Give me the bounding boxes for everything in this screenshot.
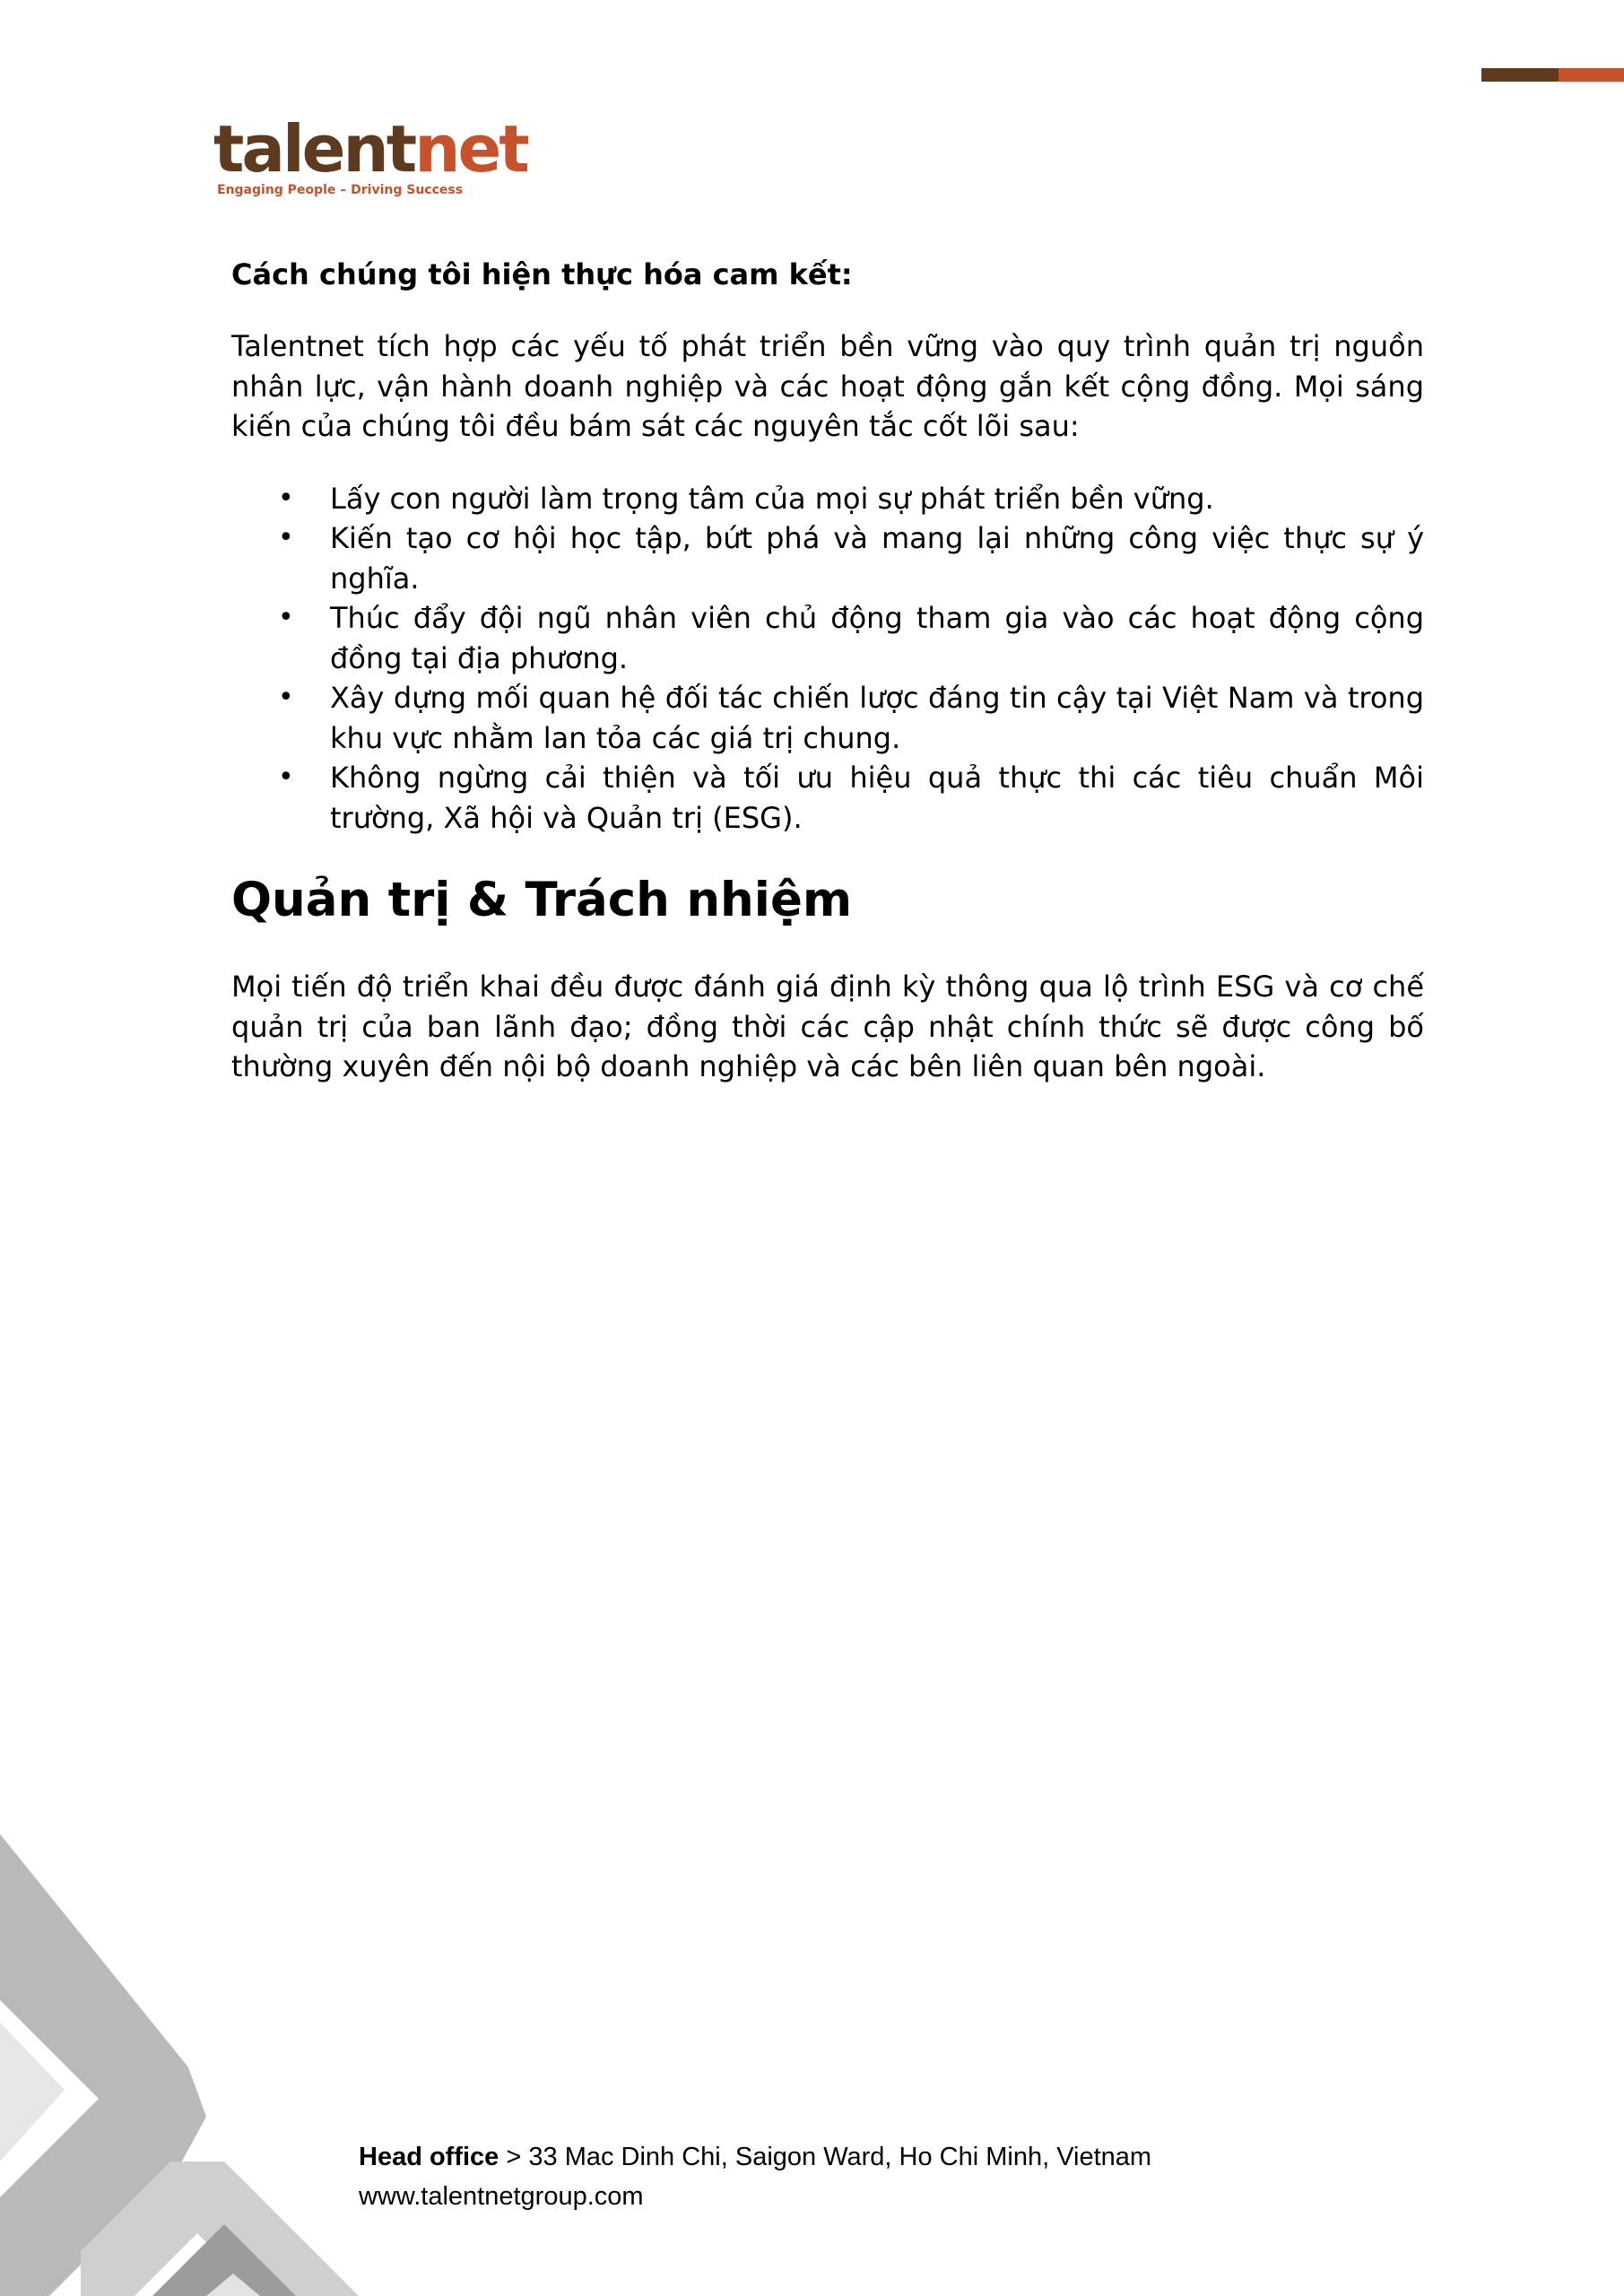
office-address: > 33 Mac Dinh Chi, Saigon Ward, Ho Chi Minh, Vietnam: [499, 2143, 1152, 2171]
bullet-icon: •: [278, 682, 294, 713]
logo-wordmark-talent: talent: [213, 111, 415, 187]
list-item-text: Xây dựng mối quan hệ đối tác chiến lược đáng tin cậy tại Việt Nam và trong khu vực nhằm lan tỏa các giá trị chung.: [330, 681, 1424, 755]
decorative-chevron-graphic: [0, 1821, 368, 2296]
list-item-text: Lấy con người làm trọng tâm của mọi sự phát triển bền vững.: [330, 481, 1214, 516]
logo-wordmark: [213, 111, 527, 187]
footer: [359, 2137, 1151, 2216]
bullet-icon: •: [278, 761, 294, 793]
logo-wordmark-net: net: [414, 111, 527, 187]
bullet-icon: •: [278, 522, 294, 553]
top-bar-dark-segment: [1481, 68, 1559, 82]
bullet-icon: •: [278, 602, 294, 633]
talentnet-logo: [213, 111, 527, 197]
top-accent-bar: [1481, 68, 1624, 82]
website-link[interactable]: www.talentnetgroup.com: [359, 2182, 644, 2211]
list-item: [278, 518, 1424, 598]
bullet-icon: •: [278, 482, 294, 514]
principles-list: [231, 479, 1424, 839]
list-item: [278, 758, 1424, 838]
list-item: [278, 598, 1424, 678]
list-item: [278, 479, 1424, 519]
top-bar-accent-segment: [1559, 68, 1624, 82]
list-item: [278, 678, 1424, 758]
commitment-intro: Talentnet tích hợp các yếu tố phát triển bền vững vào quy trình quản trị nguồn nhân lực, vận hành doanh nghiệp và các hoạt động gắn kết cộng đồng. Mọi sáng kiến của chúng tôi đều bám sát các nguyên tắc cốt lõi sau:: [231, 329, 1424, 443]
list-item-text: Không ngừng cải thiện và tối ưu hiệu quả thực thi các tiêu chuẩn Môi trường, Xã hội và Quản trị (ESG).: [330, 761, 1424, 835]
commitment-label: Cách chúng tôi hiện thực hóa cam kết:: [231, 257, 853, 291]
footer-office-line: [359, 2137, 1151, 2177]
document-body: [231, 255, 1424, 1087]
list-item-text: Thúc đẩy đội ngũ nhân viên chủ động tham gia vào các hoạt động cộng đồng tại địa phương.: [330, 601, 1424, 675]
governance-body: Mọi tiến độ triển khai đều được đánh giá định kỳ thông qua lộ trình ESG và cơ chế quản trị của ban lãnh đạo; đồng thời các cập nhật chính thức sẽ được công bố thường xuyên đến nội bộ doanh nghiệp và các bên liên quan bên ngoài.: [231, 970, 1424, 1083]
list-item-text: Kiến tạo cơ hội học tập, bứt phá và mang lại những công việc thực sự ý nghĩa.: [330, 521, 1424, 596]
logo-tagline: Engaging People – Driving Success: [217, 183, 464, 197]
governance-heading: Quản trị & Trách nhiệm: [231, 873, 853, 927]
office-label: Head office: [359, 2143, 499, 2171]
